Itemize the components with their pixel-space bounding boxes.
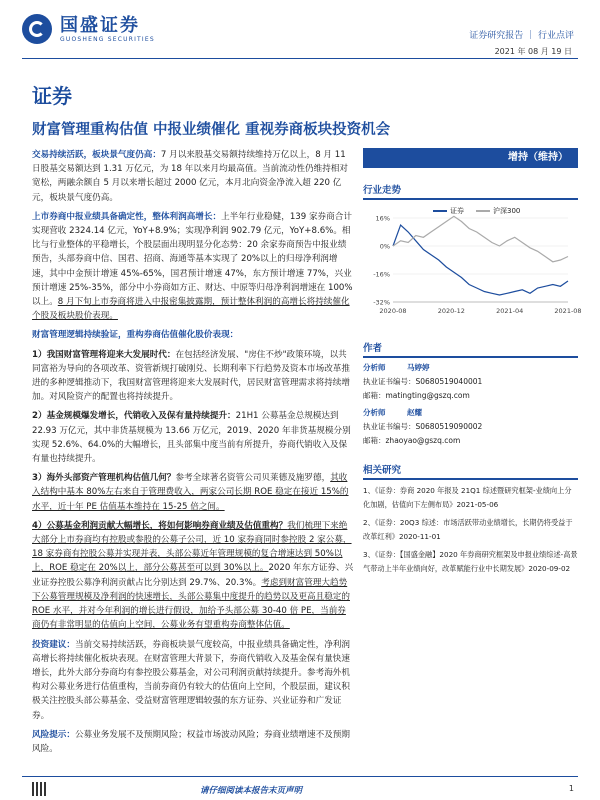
- page-footer: [0, 772, 600, 800]
- analyst-1: [363, 361, 578, 403]
- y-tick-label: 0%: [379, 242, 390, 251]
- body-trading: 7 月以来股基交易额持续维持万亿以上，8 月 11 日股基交易额达到 1.31 万亿元，为 18 年以来月均最高值。当前流动性仍维持相对宽松，两融余额自 5 月以来增长超过 2000 亿元，本月北向资金净流入超 220 亿元，板块景气度仍高。: [32, 150, 348, 203]
- report-headline: 财富管理重构估值 中报业绩催化 重视券商板块投资机会: [32, 122, 391, 138]
- lead-investment: 投资建议：: [32, 639, 75, 650]
- analyst-1-license: S0680519040001: [415, 377, 483, 386]
- legend-label-index: 沪深300: [493, 207, 521, 215]
- legend-item-sector: [433, 206, 464, 216]
- body-point1: 在包括经济发展、"房住不炒"政策环境，以共同富裕为导向的各项改革、资管新规打破刚兑、长期利率下行趋势及资本市场改革推进的多种逻辑推动下，我国财富管理将迎来大发展时代，居民财富管理需求将持续增加。对风险资产的配置也将持续提升。: [32, 349, 350, 403]
- page-header: [0, 0, 600, 58]
- trend-chart-svg: [363, 204, 582, 322]
- series-line-sector: [393, 225, 568, 295]
- related-item[interactable]: 1、《证券：券商 2020 年报及 21Q1 综述暨研究框架-业绩向上分化加剧，估值向下左侧布局》2021-05-06: [363, 486, 572, 509]
- qr-code-icon: [32, 782, 46, 796]
- lead-point1: 1）我国财富管理将迎来大发展时代：: [32, 349, 176, 360]
- body-point2: 21H1 公募基金总规模达到 22.93 万亿元，其中非货基规模为 13.66 万亿元，2019、2020 年非货基规模分别实现 52.6%、64.0%的大幅增长，且头部集中度当前有所提升，券商代销收入及保有量也持续提升。: [32, 411, 351, 465]
- company-logo: [22, 14, 155, 44]
- analyst-1-name: 马婷婷: [407, 363, 430, 372]
- x-tick-label: 2020-12: [437, 307, 465, 315]
- report-type: 证券研究报告 ｜ 行业点评: [469, 31, 574, 41]
- lead-earnings: 上市券商中报业绩具备确定性，整体利润高增长：: [32, 211, 222, 222]
- analyst-1-email-label: 邮箱：: [363, 391, 386, 400]
- analyst-1-role: 分析师: [363, 363, 386, 372]
- body-earnings-underlined: 8 月下旬上市券商将进入中报密集披露期，预计整体利润的高增长将持续催化个股及板块股价表现。: [32, 297, 350, 322]
- chart-legend: [433, 206, 520, 216]
- trend-chart: [363, 204, 582, 322]
- body-earnings: 上半年行业稳健，139 家券商合计实现营收 2324.14 亿元，YoY+8.9%；实现净利润 902.79 亿元，YoY+8.6%。相比与行业整体的平稳增长，个股层面出现明显分化态势：20 余家券商预告中报业绩预告，头部券商中信、国君、招商、海通等基本实现了 20%以上的归母净利润增速，其中中金预计增速 45%-65%，国君预计增速 47%，东方预计增速 77%，兴业预计增速 25%-35%，部分中小券商如方正、财达、中原等归母净利润增速在 100%以上。: [32, 211, 353, 308]
- sidebar: [363, 148, 582, 580]
- analyst-title: 作者: [363, 340, 578, 358]
- paragraph-point1: [32, 348, 354, 405]
- logo-name-cn: 国盛证券: [60, 14, 140, 36]
- y-tick-label: -32%: [373, 298, 390, 307]
- body-point4: 2020 年东方证券、兴业证券控股公募净利润贡献占比分别达到 29.7%、20.3%。: [32, 563, 354, 588]
- lead-risk: 风险提示：: [32, 729, 75, 740]
- body-point3-underlined: 其收入结构中基本 80%左右来自于管理费收入，两家公司长期 ROE 稳定在接近 15%的水平，近十年 PE 估值基本维持在 15-25 倍之间。: [32, 473, 349, 512]
- logo-icon: [22, 14, 52, 44]
- lead-point3: 3）海外头部资产管理机构估值几何？: [32, 473, 176, 484]
- analyst-1-email[interactable]: matingting@gszq.com: [385, 391, 470, 400]
- footer-divider: [22, 776, 578, 777]
- x-tick-label: 2021-08: [554, 307, 582, 315]
- paragraph-wealth-heading: [32, 328, 354, 342]
- analyst-2-name: 赵耀: [407, 408, 422, 417]
- lead-wealth: 财富管理逻辑持续验证，重构券商估值催化股价表现：: [32, 330, 239, 341]
- paragraph-point4: [32, 519, 354, 633]
- legend-swatch-index: [476, 210, 490, 212]
- y-tick-label: 16%: [375, 214, 390, 223]
- report-date: 2021 年 08 月 19 日: [494, 47, 572, 56]
- related-list: [363, 484, 578, 576]
- analyst-2-license: S0680519090002: [415, 422, 483, 431]
- paragraph-trading: [32, 148, 354, 205]
- body-point3: 参考全球著名资管公司贝莱德及施罗德，: [175, 473, 331, 484]
- series-line-index: [393, 216, 568, 261]
- rating-badge: 增持（维持）: [363, 148, 578, 168]
- body-investment: 当前交易持续活跃，券商板块景气度较高，中报业绩具备确定性，净利润高增长将持续催化板块表现。在财富管理大背景下，券商代销收入及基金保有量快速增长，此外大部分券商均有参控股公募基金，对公司利润贡献持续提升。参考海外机构对公募业务进行估值重构，当前券商仍有较大的估值向上空间，个股层面，建议积极关注控股头部公募基金、受益财富管理逻辑较强的东方证券、兴业证券和广发证券。: [32, 639, 350, 721]
- legend-item-index: [476, 206, 520, 216]
- legend-swatch-sector: [433, 210, 447, 212]
- body-point4-underlined-2: 考虑到财富管理大趋势下公募管理规模及净利润的快速增长，头部公募集中度提升的趋势以及更高且稳定的 ROE 水平，并对今年利润的增长进行假设，加给予头部公募 30-40 倍 PE，当前券商仍有非常明显的估值向上空间，公募业务有望重构券商整体估值。: [32, 577, 350, 631]
- related-item[interactable]: 2、《证券：20Q3 综述：市场活跃带动业绩增长，长期仍将受益于改革红利》2020-11-01: [363, 518, 573, 541]
- paragraph-risk: [32, 728, 354, 756]
- legend-label-sector: 证券: [450, 207, 464, 215]
- page-number: 1: [568, 784, 574, 793]
- body-point4-underlined: 我们梳理下来绝大部分上市券商均有控股或参股的公募子公司，近 10 家券商同时参控股 2 家公募，18 家券商有控股公募并实现并表，头部公募近年管理规模的复合增速达到 50%以上，ROE 稳定在 20%以上，部分公募甚至可以到 30%以上。: [32, 520, 352, 574]
- x-tick-label: 2020-08: [379, 307, 407, 315]
- related-title: 相关研究: [363, 462, 578, 480]
- analyst-2-role: 分析师: [363, 408, 386, 417]
- paragraph-point2: [32, 409, 354, 466]
- related-item[interactable]: 3、《证券：【国盛金融】2020 年券商研究框架及申报业绩综述-高景气带动上半年业绩向好，改革赋能行业中长期发展》2020-09-02: [363, 550, 578, 573]
- header-divider: [22, 58, 578, 59]
- sector-title: 证券: [32, 84, 72, 108]
- analyst-1-license-label: 执业证书编号：: [363, 377, 416, 386]
- lead-point4: 4）公募基金利润贡献大幅增长，将如何影响券商业绩及估值重构？: [32, 520, 288, 531]
- trend-title: 行业走势: [363, 182, 578, 200]
- analyst-2-email[interactable]: zhaoyao@gszq.com: [385, 436, 461, 445]
- analyst-2-license-label: 执业证书编号：: [363, 422, 416, 431]
- report-body: [32, 148, 354, 761]
- x-tick-label: 2021-04: [496, 307, 524, 315]
- body-risk: 公募业务发展不及预期风险；权益市场波动风险；券商业绩增速不及预期风险。: [32, 729, 350, 754]
- paragraph-investment: [32, 638, 354, 723]
- analyst-2-email-label: 邮箱：: [363, 436, 386, 445]
- lead-point2: 2）基金规模爆发增长，代销收入及保有量持续提升：: [32, 411, 236, 422]
- logo-name-en: GUOSHENG SECURITIES: [60, 35, 155, 43]
- paragraph-earnings: [32, 210, 354, 324]
- lead-trading: 交易持续活跃，板块景气度仍高：: [32, 150, 161, 160]
- y-tick-label: -16%: [373, 270, 390, 279]
- paragraph-point3: [32, 471, 354, 514]
- analyst-2: [363, 406, 578, 448]
- footer-disclaimer: 请仔细阅读本报告末页声明: [200, 786, 303, 796]
